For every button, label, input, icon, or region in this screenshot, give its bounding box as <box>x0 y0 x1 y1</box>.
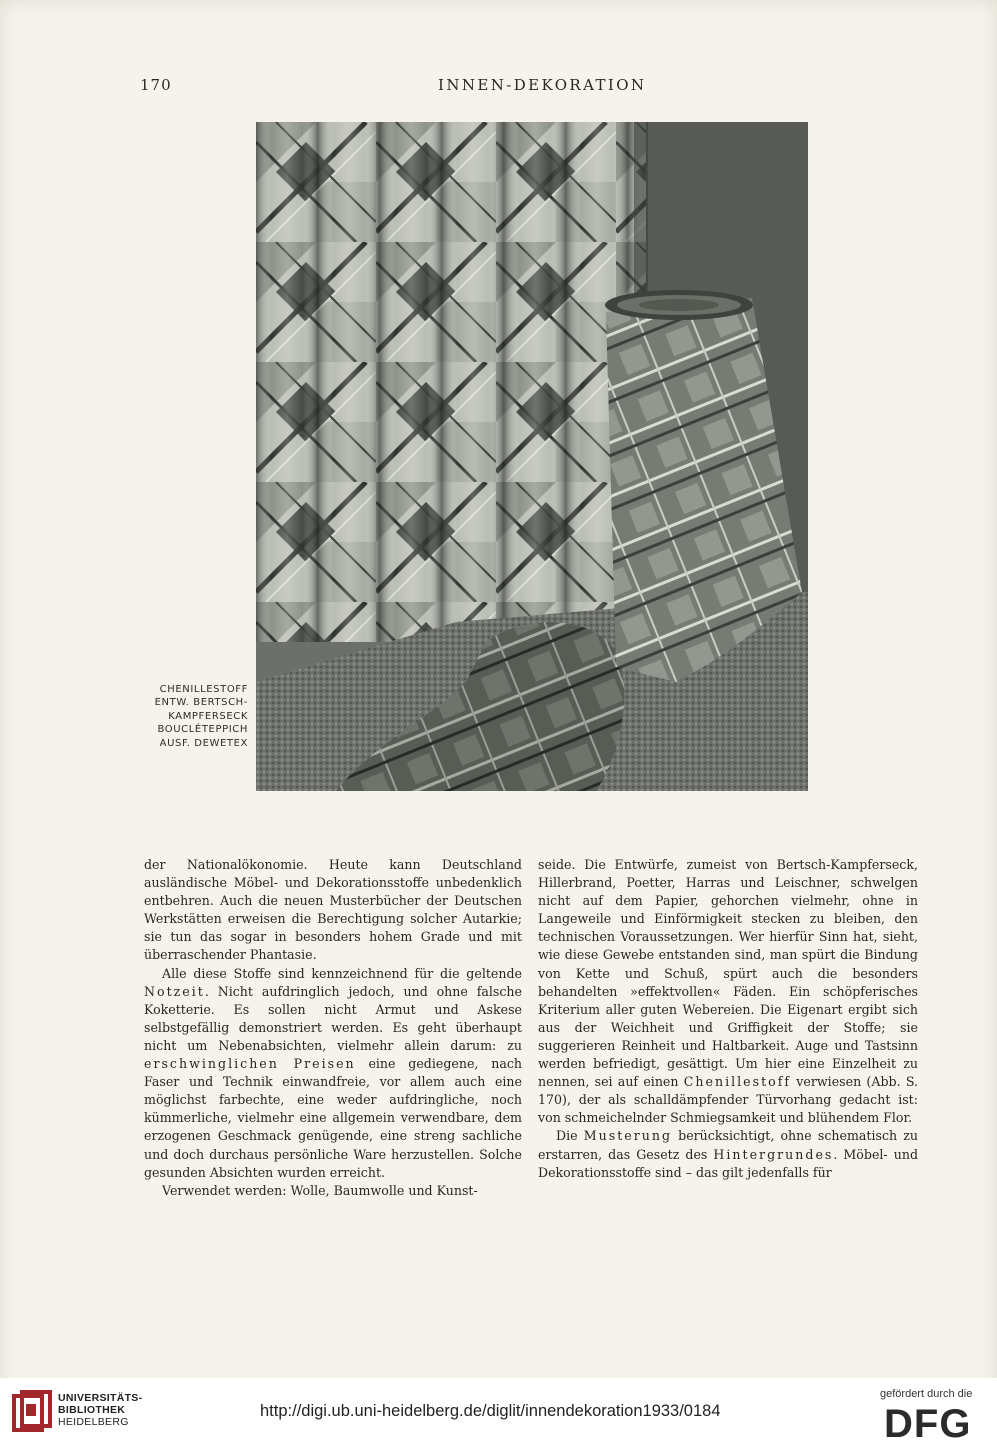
text-column-right <box>538 856 918 1182</box>
text-run: berücksichtigt, ohne schematisch zu erstarren, das Gesetz des <box>538 1128 918 1162</box>
text-run: verwiesen (Abb. S. 170), der als schalldämpfender Türvorhang gedacht ist: von schmeichelnder Schmiegsamkeit und blühendem Flor. <box>538 1074 919 1126</box>
spaced-emphasis: Chenillestoff <box>683 1074 792 1090</box>
spaced-emphasis: Musterung <box>583 1128 673 1144</box>
running-header-title: INNEN-DEKORATION <box>438 76 647 94</box>
paragraph <box>538 856 918 1127</box>
library-name[interactable] <box>58 1392 142 1428</box>
digitization-footer <box>0 1378 997 1450</box>
ub-heidelberg-logo-icon[interactable] <box>12 1390 52 1434</box>
spaced-emphasis: Hintergrundes <box>713 1146 834 1162</box>
text-run: . Möbel- und Dekorationsstoffe sind – das gilt jedenfalls für <box>538 1146 919 1180</box>
text-run: Alle diese Stoffe sind kennzeichnend für die geltende <box>162 965 522 981</box>
paragraph: der Nationalökonomie. Heute kann Deutschland ausländische Möbel- und Dekorationsstoffe unbedenklich entbehren. Auch die neuen Musterbücher der Deutschen Werkstätten erweisen die Berechtigung solcher Autarkie; sie tun das sogar in besonders hohem Grade und mit überraschender Phantasie. <box>144 857 522 963</box>
text-run: eine gediegene, nach Faser und Technik einwandfreie, vor allem auch eine möglichst farbechte, eine weder aufdringliche, noch kümmerliche, vielmehr eine allgemein verwendbare, dem erzogenen Geschmack genügende, eine streng sachliche und doch durchaus persönliche Ware herzustellen. Solche gesunden Absichten wurden erreicht. <box>144 1056 522 1180</box>
paragraph <box>538 1127 918 1181</box>
caption-line: BOUCLÉTEPPICH <box>157 724 248 736</box>
page-number: 170 <box>140 76 172 94</box>
library-name-line: UNIVERSITÄTS- <box>58 1392 143 1404</box>
permalink-url[interactable]: http://digi.ub.uni-heidelberg.de/diglit/innendekoration1933/0184 <box>260 1402 721 1420</box>
figure-caption <box>135 683 248 750</box>
caption-line: CHENILLESTOFF <box>159 684 248 695</box>
library-name-line: BIBLIOTHEK <box>58 1404 126 1416</box>
spaced-emphasis: Notzeit <box>144 983 205 999</box>
library-name-line: HEIDELBERG <box>58 1416 129 1428</box>
caption-line: ENTW. BERTSCH- <box>154 697 248 709</box>
text-column-left <box>144 856 522 1200</box>
paragraph <box>144 965 522 1182</box>
fabric-photograph <box>256 122 808 791</box>
fabric-photograph-drawing <box>256 122 808 791</box>
funding-label: gefördert durch die <box>880 1388 973 1400</box>
text-run: . Nicht aufdringlich jedoch, und ohne falsche Koketterie. Es sollen nicht Armut und Askese selbstgefällig demonstriert werden. Es geht überhaupt nicht um Nebenabsichten, vielmehr allein darum: zu <box>144 983 522 1053</box>
dfg-logo[interactable]: DFG <box>884 1402 972 1446</box>
caption-line: AUSF. DEWETEX <box>159 737 248 749</box>
text-run: seide. Die Entwürfe, zumeist von Bertsch-Kampferseck, Hillerbrand, Poetter, Harras und Leischner, schwelgen nicht auf dem Papier, gehorchen vielmehr, ohne in Langeweile und Einförmigkeit stecken zu bleiben, den technischen Voraussetzungen. Wer hierfür Sinn hat, sieht, wie diese Gewebe entstanden sind, man spürt die Bindung von Kette und Schuß, spürt auch die besonders behandelten »effektvollen« Fäden. Ein schöpferisches Kriterium aller guten Webereien. Die Eigenart ergibt sich aus der Weichheit und Griffigkeit der Stoffe; sie suggerieren Reinheit und Haltbarkeit. Auge und Tastsinn werden befriedigt, gesättigt. Um hier eine Einzelheit zu nennen, sei auf einen <box>538 857 918 1090</box>
caption-line: KAMPFERSECK <box>168 710 248 722</box>
paragraph: Verwendet werden: Wolle, Baumwolle und Kunst- <box>162 1182 478 1198</box>
text-run: Die <box>556 1128 584 1144</box>
spaced-emphasis: erschwinglichen Preisen <box>144 1056 356 1072</box>
